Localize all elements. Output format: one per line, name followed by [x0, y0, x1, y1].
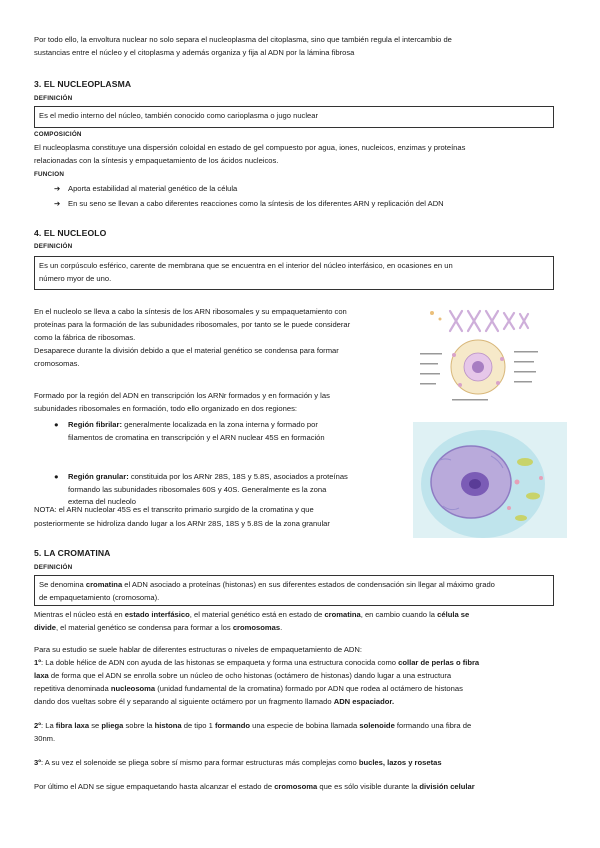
s5-level-1-line-2: laxa de forma que el ADN se enrolla sobre un núcleo de ocho histonas (octámero de histonas) dando lugar a una estructura	[34, 671, 452, 680]
intro-line-2: sustancias entre el núcleo y el citoplasma y además organiza y fija al ADN por la lámina fibrosa	[34, 48, 355, 57]
s4-p2-line: Formado por la región del ADN en transcripción los ARNr formados y en formación y las	[34, 391, 330, 400]
section-5-title: 5. LA CROMATINA	[34, 548, 111, 558]
s4-definition-line-1: Es un corpúsculo esférico, carente de membrana que se encuentra en el interior del núcleo interfásico, en ocasiones en un	[39, 261, 453, 270]
s4-definition-box	[34, 256, 554, 290]
s4-p1-line: Desaparece durante la división debido a que el material genético se condensa para formar	[34, 346, 339, 355]
s4-bullet-granular: ● Región granular: constituida por los ARNr 28S, 18S y 5.8S, asociados a proteínas formando las subunidades ribosomales 60S y 40S. Generalmente es la zona externa del nucleolo	[54, 472, 348, 507]
s4-p1-line: proteínas para la formación de las subunidades ribosomales, por tanto se le puede considerar	[34, 320, 351, 329]
s3-composition-line-2: relacionadas con la síntesis y empaquetamiento de los ácidos nucleicos.	[34, 156, 279, 165]
s3-definition-text: Es el medio interno del núcleo, también conocido como carioplasma o jugo nuclear	[39, 111, 319, 120]
s4-definition-line-2: número myor de uno.	[39, 273, 112, 283]
section-4-title: 4. EL NUCLEOLO	[34, 228, 107, 238]
s4-p1-line: como la fábrica de ribosomas.	[34, 333, 136, 342]
s3-function-label: FUNCION	[34, 171, 65, 178]
s3-definition-label: DEFINICIÓN	[34, 95, 73, 102]
cell-nucleolus-figure	[413, 422, 567, 538]
arrow-icon: ➔	[54, 199, 61, 208]
s5-level-1-line-1: 1º: La doble hélice de ADN con ayuda de las histonas se empaqueta y forma una estructura conocida como collar de perlas o fibra	[34, 658, 480, 667]
granular-head: Región granular:	[68, 472, 129, 482]
s5-level-1-line-4: dando dos vueltas sobre él y separando al siguiente octámero por un fragmento llamado ADN espaciador.	[34, 697, 395, 706]
s5-interphase-line-1: Mientras el núcleo está en estado interfásico, el material genético está en estado de cromatina, en cambio cuando la célula se	[34, 610, 470, 619]
s4-definition-label: DEFINICIÓN	[34, 243, 73, 250]
s4-bullet-fibrilar: ● Región fibrilar: generalmente localizada en la zona interna y formado por filamentos de cromatina en transcripción y el ARN nuclear 45S en formación	[54, 420, 325, 442]
s5-definition-box: Se denomina cromatina el ADN asociado a proteínas (histonas) en sus diferentes estados de condensación sin llegar al máximo grado de empaquetamiento (cromosoma).	[34, 575, 554, 606]
s3-definition-box	[34, 106, 554, 128]
bullet-icon: ●	[54, 472, 59, 482]
s5-last-line: Por último el ADN se sigue empaquetando hasta alcanzar el estado de cromosoma que es sólo visible durante la división celular	[34, 782, 475, 791]
s5-level-3-line: 3º: A su vez el solenoide se pliega sobre sí mismo para formar estructuras más complejas como bucles, lazos y rosetas	[34, 758, 442, 767]
bullet-icon: ●	[54, 420, 59, 429]
s3-function-item: ➔ Aporta estabilidad al material genético de la célula	[54, 183, 237, 196]
s3-function-item: ➔ En su seno se llevan a cabo diferentes reacciones como la síntesis de los diferentes ARN y replicación del ADN	[54, 198, 444, 211]
s5-study-line: Para su estudio se suele hablar de diferentes estructuras o niveles de empaquetamiento de ADN:	[34, 645, 362, 654]
fibrilar-head: Región fibrilar:	[68, 420, 123, 429]
s3-composition-label: COMPOSICIÓN	[34, 131, 82, 138]
arrow-icon: ➔	[54, 184, 61, 193]
s4-p2-line: subunidades ribosomales en formación, todo ello organizado en dos regiones:	[34, 404, 297, 413]
section-3-title: 3. EL NUCLEOPLASMA	[34, 79, 132, 89]
s5-level-2-line-2: 30nm.	[34, 734, 56, 743]
s4-p1-line: En el nucleolo se lleva a cabo la síntesis de los ARN ribosomales y su empaquetamiento con	[34, 307, 347, 316]
s5-level-2-line-1: 2º: La fibra laxa se pliega sobre la histona de tipo 1 formando una especie de bobina llamada solenoide formando una fibra de	[34, 721, 472, 730]
s5-definition-label: DEFINICIÓN	[34, 564, 73, 571]
s4-note-line-1: NOTA: el ARN nucleolar 45S es el transcrito primario surgido de la cromatina y que	[34, 505, 314, 514]
nucleus-diagram-figure	[418, 305, 568, 405]
s5-interphase-line-2: divide, el material genético se condensa para formar a los cromosomas.	[34, 623, 283, 632]
intro-line-1: Por todo ello, la envoltura nuclear no solo separa el nucleoplasma del citoplasma, sino que también regula el intercambio de	[34, 35, 452, 44]
s5-level-1-line-3: repetitiva denominada nucleosoma (unidad fundamental de la cromatina) formado por ADN que rodea al octámero de histonas	[34, 684, 463, 693]
s3-composition-line-1: El nucleoplasma constituye una dispersión coloidal en estado de gel compuesto por agua, iones, nucleicos, enzimas y proteínas	[34, 143, 466, 152]
s4-note-line-2: posteriormente se hidroliza dando lugar a los ARNr 28S, 18S y 5.8S de la zona granular	[34, 519, 330, 528]
s4-p1-line: cromosomas.	[34, 359, 80, 368]
